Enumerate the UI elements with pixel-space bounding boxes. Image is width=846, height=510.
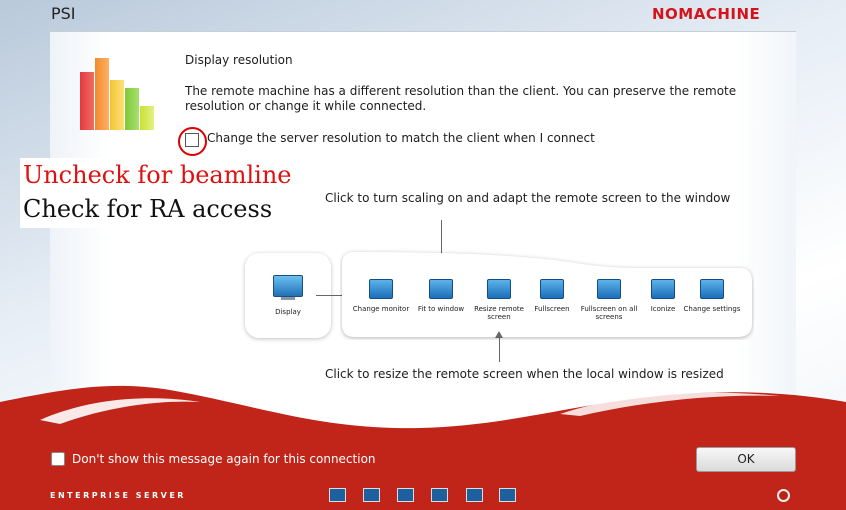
display-monitor-stand: [281, 297, 295, 300]
resize-hint-arrow: [499, 335, 500, 362]
dont-show-label[interactable]: Don't show this message again for this connection: [72, 452, 376, 466]
dont-show-checkbox[interactable]: [51, 452, 65, 466]
settings-icon: [700, 279, 724, 299]
toolbar-label: Change monitor: [352, 305, 410, 313]
toolbar-label: Change settings: [683, 305, 741, 313]
toolbar-item-fullscreen[interactable]: [521, 279, 583, 313]
iconize-icon: [651, 279, 675, 299]
window-title: PSI: [51, 4, 76, 23]
resize-arrowhead: [495, 331, 503, 338]
annotation-line-check: Check for RA access: [23, 195, 273, 223]
toolbar-label: Fullscreen: [534, 305, 570, 313]
fit-window-icon: [429, 279, 453, 299]
nomachine-logo: NOMACHINE: [652, 5, 761, 23]
fullscreen-all-icon: [597, 279, 621, 299]
resize-hint: Click to resize the remote screen when the local window is resized: [325, 367, 724, 381]
edition-label: ENTERPRISE SERVER: [50, 491, 186, 500]
annotation-line-uncheck: Uncheck for beamline: [23, 161, 292, 189]
toolbar-label: Resize remote screen: [474, 305, 524, 321]
footer-fullscreen-all-icon[interactable]: [431, 488, 448, 502]
display-button-label[interactable]: Display: [275, 308, 301, 316]
footer-iconize-icon[interactable]: [466, 488, 483, 502]
toolbar-item-change-settings[interactable]: [681, 279, 743, 313]
power-icon[interactable]: [777, 489, 790, 502]
toolbar-label: Iconize: [650, 305, 676, 313]
resize-remote-icon: [487, 279, 511, 299]
fullscreen-icon: [540, 279, 564, 299]
display-monitor-icon: [273, 275, 303, 297]
match-resolution-label[interactable]: Change the server resolution to match the client when I connect: [207, 131, 595, 145]
footer-resize-icon[interactable]: [363, 488, 380, 502]
footer-fit-window-icon[interactable]: [329, 488, 346, 502]
description-text: The remote machine has a different resolution than the client. You can preserve the remote resolution or change it while connected.: [185, 84, 737, 113]
scaling-hint: Click to turn scaling on and adapt the remote screen to the window: [325, 191, 731, 205]
toolbar-item-fit-window[interactable]: [410, 279, 472, 313]
toolbar-items: [340, 253, 753, 338]
highlight-circle: [178, 127, 207, 156]
page-heading: Display resolution: [185, 53, 293, 67]
ok-button[interactable]: OK: [696, 447, 796, 472]
toolbar-label: Fit to window: [417, 305, 465, 313]
toolbar-label: Fullscreen on all screens: [580, 305, 638, 321]
resolution-chart-icon: [80, 58, 158, 130]
annotation-note: [20, 158, 294, 228]
footer-settings-icon[interactable]: [499, 488, 516, 502]
monitor-all-icon: [369, 279, 393, 299]
footer-fullscreen-icon[interactable]: [397, 488, 414, 502]
toolbar-item-fullscreen-all[interactable]: [578, 279, 640, 321]
toolbar-item-change-monitor[interactable]: [350, 279, 412, 313]
